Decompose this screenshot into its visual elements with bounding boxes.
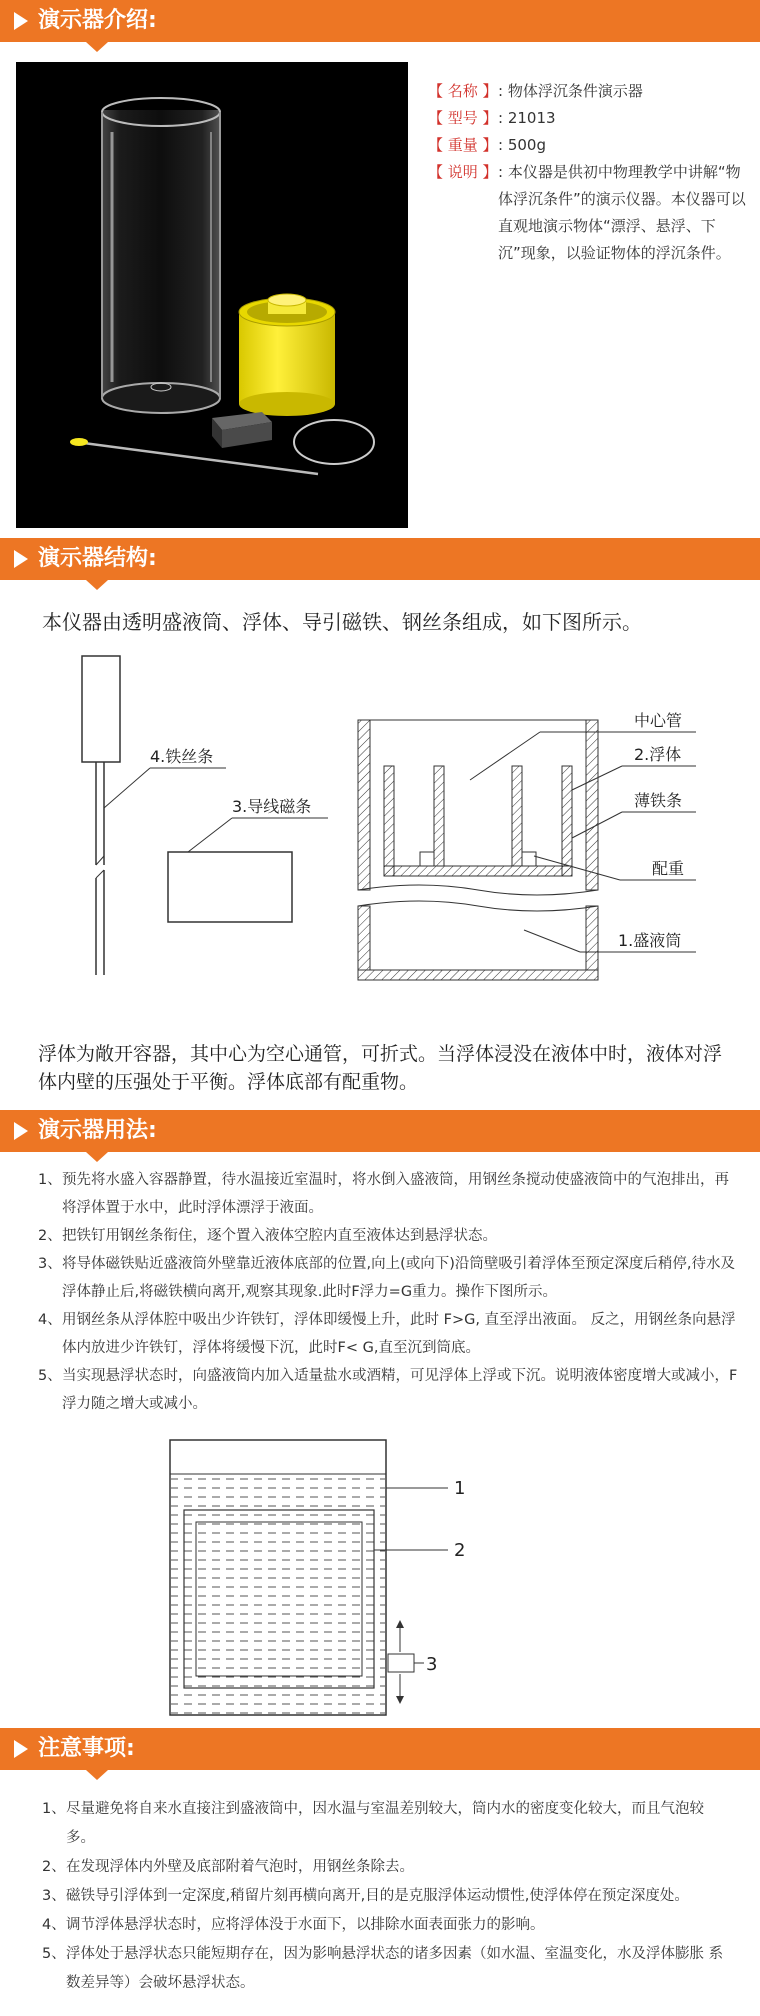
banner-notch [86, 1770, 108, 1780]
section-banner-notes [0, 1728, 760, 1770]
info-label: 【 重量 】 [428, 136, 498, 154]
label-cylinder: 1.盛液筒 [618, 931, 682, 950]
structure-description: 浮体为敞开容器，其中心为空心通管，可折式。当浮体浸没在液体中时，液体对浮体内壁的压强处于平衡。浮体底部有配重物。 [38, 1043, 723, 1093]
section-title: 演示器介绍: [38, 8, 157, 33]
diagram-label-2: 2 [454, 1540, 466, 1561]
label-iron-strip: 薄铁条 [634, 791, 683, 810]
usage-step: 3、将导体磁铁贴近盛液筒外壁靠近液体底部的位置,向上(或向下)沿筒壁吸引着浮体至预定深度后稍停,待水及浮体静止后,将磁铁横向离开,观察其现象.此时F浮力=G重力。操作下图所示。 [38, 1256, 736, 1300]
usage-step: 1、预先将水盛入容器静置，待水温接近室温时，将水倒入盛液筒，用钢丝条搅动使盛液筒中的气泡排出，再将浮体置于水中，此时浮体漂浮于液面。 [38, 1172, 729, 1216]
note-item: 4、调节浮体悬浮状态时，应将浮体没于水面下，以排除水面表面张力的影响。 [42, 1917, 545, 1933]
usage-diagram [0, 1430, 760, 1720]
label-counterweight: 配重 [652, 859, 685, 878]
diagram-label-3: 3 [426, 1654, 438, 1675]
usage-steps [38, 1166, 738, 1418]
label-center-tube: 中心管 [634, 711, 683, 730]
banner-notch [86, 42, 108, 52]
product-info [428, 78, 748, 267]
section-title: 注意事项: [38, 1736, 135, 1761]
note-item: 3、磁铁导引浮体到一定深度,稍留片刻再横向离开,目的是克服浮体运动惯性,使浮体停在预定深度处。 [42, 1888, 689, 1904]
info-value: : 本仪器是供初中物理教学中讲解“物体浮沉条件”的演示仪器。本仪器可以直观地演示物体“漂浮、悬浮、下沉”现象，以验证物体的浮沉条件。 [498, 163, 746, 262]
label-wire: 4.铁丝条 [150, 747, 214, 766]
play-arrow-icon [14, 1740, 28, 1758]
play-arrow-icon [14, 1122, 28, 1140]
play-arrow-icon [14, 550, 28, 568]
diagram-label-1: 1 [454, 1478, 466, 1499]
section-title: 演示器用法: [38, 1118, 157, 1143]
info-row-name [428, 78, 748, 105]
notes-list [42, 1795, 732, 1998]
section-banner-intro [0, 0, 760, 42]
note-item: 1、尽量避免将自来水直接注到盛液筒中，因水温与室温差别较大，筒内水的密度变化较大，而且气泡较多。 [42, 1801, 704, 1846]
info-label: 【 说明 】 [428, 163, 498, 181]
info-value: : 500g [498, 136, 546, 154]
float-drawing [384, 766, 572, 876]
usage-step: 4、用钢丝条从浮体腔中吸出少许铁钉，浮体即缓慢上升，此时 F>G, 直至浮出液面。 反之，用钢丝条向悬浮体内放进少许铁钉，浮体将缓慢下沉，此时F< G,直至沉到筒底。 [38, 1312, 736, 1356]
play-arrow-icon [14, 12, 28, 30]
magnet-box [168, 852, 292, 922]
info-row-desc [428, 159, 748, 267]
note-item: 2、在发现浮体内外壁及底部附着气泡时，用钢丝条除去。 [42, 1859, 414, 1875]
structure-diagram [0, 640, 760, 1000]
label-magnet: 3.导线磁条 [232, 797, 312, 816]
banner-notch [86, 1152, 108, 1162]
info-label: 【 型号 】 [428, 109, 498, 127]
usage-step: 2、把铁钉用钢丝条衔住，逐个置入液体空腔内直至液体达到悬浮状态。 [38, 1228, 497, 1244]
info-label: 【 名称 】 [428, 82, 498, 100]
structure-intro: 本仪器由透明盛液筒、浮体、导引磁铁、钢丝条组成，如下图所示。 [42, 610, 642, 634]
magnet-rect [388, 1654, 414, 1672]
info-row-weight [428, 132, 748, 159]
usage-step: 5、当实现悬浮状态时，向盛液筒内加入适量盐水或酒精，可见浮体上浮或下沉。说明液体密度增大或减小，F浮力随之增大或减小。 [38, 1368, 738, 1412]
note-item: 5、浮体处于悬浮状态只能短期存在，因为影响悬浮状态的诸多因素（如水温、室温变化，水及浮体膨胀 系数差异等）会破坏悬浮状态。 [42, 1946, 724, 1991]
section-title: 演示器结构: [38, 546, 157, 571]
section-banner-structure [0, 538, 760, 580]
info-value: : 21013 [498, 109, 556, 127]
banner-notch [86, 580, 108, 590]
wire-handle [82, 656, 120, 762]
section-banner-usage [0, 1110, 760, 1152]
info-value: : 物体浮沉条件演示器 [498, 82, 643, 100]
product-photo [16, 62, 408, 528]
label-float: 2.浮体 [634, 745, 682, 764]
info-row-model [428, 105, 748, 132]
